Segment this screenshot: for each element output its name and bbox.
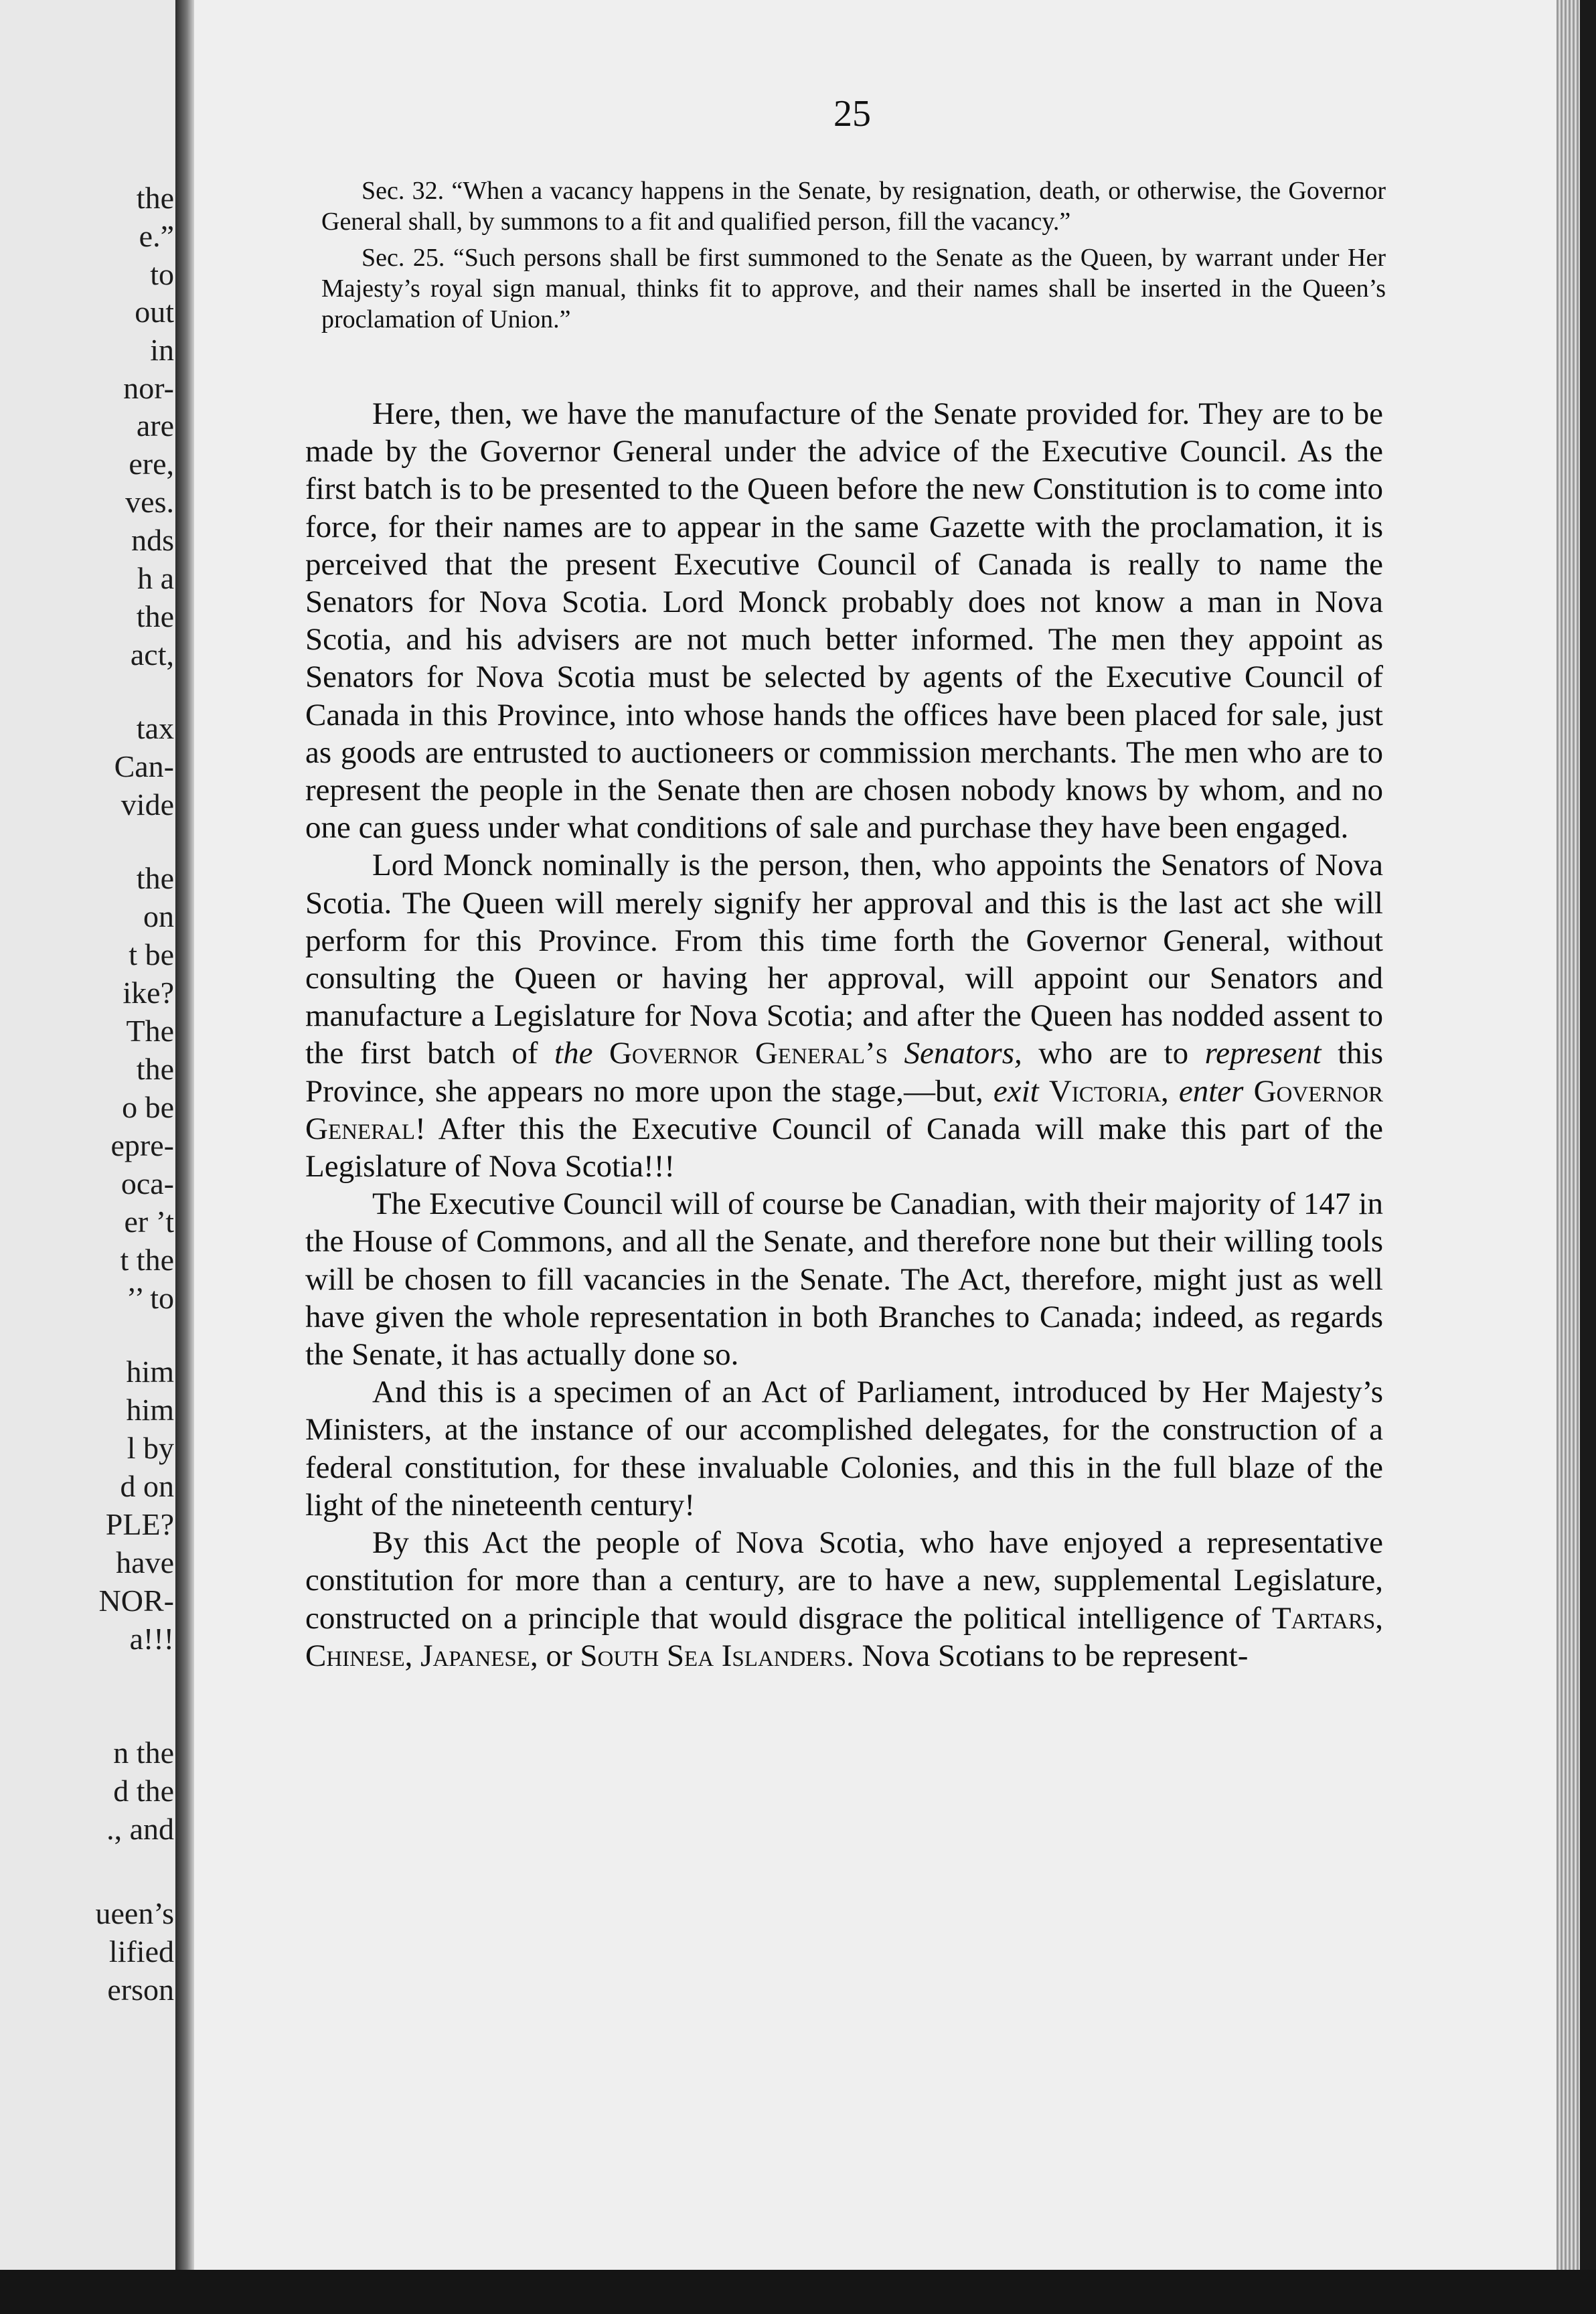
facing-page-fragment: l by bbox=[127, 1431, 174, 1465]
facing-page-fragment: are bbox=[136, 408, 174, 443]
facing-page-fragment: the bbox=[136, 181, 174, 215]
paragraph: And this is a specimen of an Act of Parliament, introduced by Her Majesty’s Ministers, at the instance of our accomplished delegates, for the construction of a federal constitution, for these invaluable Colonies, and this in the full blaze of the light of the nineteenth century! bbox=[305, 1375, 1383, 1523]
facing-page-fragment: lified bbox=[108, 1934, 174, 1969]
facing-page-fragment: d the bbox=[113, 1774, 174, 1808]
book-gutter bbox=[175, 0, 194, 2314]
facing-page-fragment: ., and bbox=[106, 1812, 174, 1846]
facing-page-fragment: out bbox=[135, 295, 174, 329]
facing-page-fragment: to bbox=[150, 257, 174, 291]
facing-page-fragment: nds bbox=[131, 523, 174, 557]
facing-page bbox=[0, 0, 181, 2314]
facing-page-fragment: n the bbox=[113, 1736, 174, 1770]
facing-page-fragment: e.” bbox=[139, 219, 174, 253]
facing-page-fragment: him bbox=[126, 1355, 174, 1389]
statute-quote bbox=[321, 175, 1386, 340]
facing-page-fragment: The bbox=[126, 1014, 174, 1048]
facing-page-fragment: ueen’s bbox=[95, 1896, 174, 1930]
facing-page-fragment: er ’t bbox=[124, 1205, 174, 1239]
facing-page-fragment: h a bbox=[137, 561, 174, 595]
facing-page-fragment: in bbox=[150, 333, 174, 367]
paragraph: By this Act the people of Nova Scotia, who have enjoyed a representative constitution for more than a century, are to have a new, supplemental Legislature, constructed on a principle that would disgrace the political intelligence of Tartars, Chinese, Japanese, or South Sea Islanders. Nova Scotians to be represent- bbox=[305, 1525, 1383, 1673]
facing-page-fragment: act, bbox=[130, 637, 174, 672]
facing-page-fragment: PLE? bbox=[105, 1507, 174, 1541]
facing-page-fragment: ’’ to bbox=[126, 1281, 174, 1315]
facing-page-fragment: tax bbox=[136, 711, 174, 745]
section-ref: Sec. 32. bbox=[362, 177, 445, 205]
facing-page-fragment: ves. bbox=[125, 485, 174, 519]
section-ref: Sec. 25. bbox=[362, 244, 445, 272]
facing-page-fragment: oca- bbox=[121, 1166, 174, 1201]
paragraph: Lord Monck nominally is the person, then, who appoints the Senators of Nova Scotia. The Queen will merely signify her approval and this is the last act she will perform for this Province. From this time forth the Governor General, without consulting the Queen or having her approval, will appoint our Senators and manufacture a Legislature for Nova Scotia; and after the Queen has nodded assent to the first batch of the Governor General’s Senators, who are to represent this Province, she appears no more upon the stage,—but, exit Victoria, enter Governor General! After this the Executive Council of Canada will make this part of the Legislature of Nova Scotia!!! bbox=[305, 848, 1384, 1184]
facing-page-fragment: the bbox=[136, 861, 174, 895]
facing-page-fragment: o be bbox=[122, 1090, 174, 1124]
paragraph: Here, then, we have the manufacture of the Senate provided for. They are to be made by the Governor General under the advice of the Executive Council. As the first batch is to be presented to the Queen before the new Constitution is to come into force, for their names are to appear in the same Gazette with the proclamation, it is perceived that the present Executive Council of Canada is really to name the Senators for Nova Scotia. Lord Monck probably does not know a man in Nova Scotia, and his advisers are not much better informed. The men they appoint as Senators for Nova Scotia must be selected by agents of the Executive Council of Canada in this Province, into whose hands the offices have been placed for sale, just as goods are entrusted to auctioneers or commission merchants. The men who are to represent the people in the Senate then are chosen nobody knows by whom, and no one can guess under what conditions of sale and purchase they have been engaged. bbox=[305, 396, 1383, 846]
section-32-quote: Sec. 32. “When a vacancy happens in the Senate, by resignation, death, or otherwise, the Governor General shall, by summons to a fit and qualified person, fill the vacancy.” bbox=[321, 177, 1386, 236]
facing-page-fragment: the bbox=[136, 599, 174, 633]
facing-page-fragment: a!!! bbox=[129, 1622, 174, 1656]
facing-page-fragment: him bbox=[126, 1393, 174, 1427]
facing-page-fragment: NOR- bbox=[98, 1584, 174, 1618]
page-number: 25 bbox=[833, 93, 871, 135]
facing-page-fragment: have bbox=[116, 1545, 174, 1579]
facing-page-fragment: erson bbox=[107, 1973, 174, 2007]
facing-page-fragment: ike? bbox=[123, 976, 174, 1010]
facing-page-fragment: t be bbox=[129, 937, 174, 972]
section-25-quote: Sec. 25. “Such persons shall be first summoned to the Senate as the Queen, by warrant under Her Majesty’s royal sign manual, thinks fit to approve, and their names shall be inserted in the Queen’s proclamation of Union.” bbox=[321, 244, 1386, 333]
facing-page-fragment: epre- bbox=[110, 1128, 174, 1162]
paragraph: The Executive Council will of course be Canadian, with their majority of 147 in the House of Commons, and all the Senate, and therefore none but their willing tools will be chosen to fill vacancies in the Senate. The Act, therefore, might just as well have given the whole representation in both Branches to Canada; indeed, as regards the Senate, it has actually done so. bbox=[305, 1186, 1383, 1373]
body-text bbox=[305, 395, 1383, 1675]
facing-page-fragment: nor- bbox=[123, 371, 174, 405]
facing-page-fragment: t the bbox=[120, 1243, 174, 1277]
facing-page-fragment: on bbox=[143, 899, 174, 933]
facing-page-fragment: the bbox=[136, 1052, 174, 1086]
facing-page-fragment: d on bbox=[120, 1469, 174, 1503]
facing-page-fragment: ere, bbox=[129, 447, 174, 481]
facing-page-fragment: Can- bbox=[114, 749, 174, 783]
page-edge bbox=[1557, 0, 1580, 2270]
scan-background bbox=[0, 2270, 1596, 2314]
facing-page-fragment: vide bbox=[121, 787, 174, 822]
